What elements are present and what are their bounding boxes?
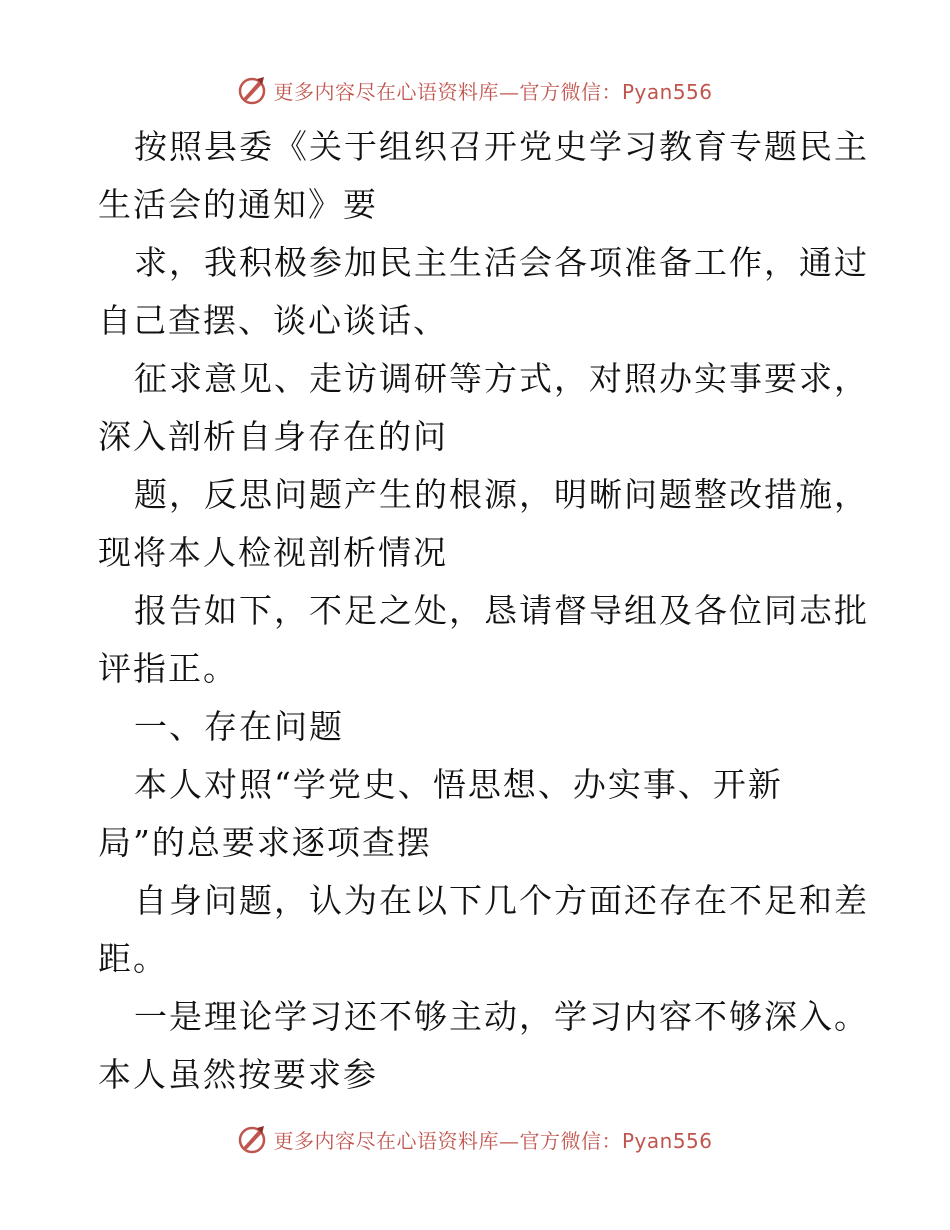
text-line: 评指正。	[98, 649, 238, 688]
document-body	[98, 118, 869, 1104]
text-line: 自己查摆、谈心谈话、	[98, 301, 448, 340]
text-line: 本人虽然按要求参	[98, 1055, 378, 1094]
text-line: 本人对照“学党史、悟思想、办实事、开新	[134, 765, 783, 804]
text-line: 求，我积极参加民主生活会各项准备工作，通过	[134, 243, 869, 282]
text-line: 局”的总要求逐项查摆	[98, 823, 432, 862]
watermark-text: 更多内容尽在心语资料库—官方微信：Pyan556	[273, 79, 713, 104]
text-line: 自身问题，认为在以下几个方面还存在不足和差	[134, 881, 869, 920]
text-line: 一是理论学习还不够主动，学习内容不够深入。	[134, 997, 869, 1036]
text-line: 报告如下，不足之处，恳请督导组及各位同志批	[134, 591, 869, 630]
footer-watermark	[0, 1122, 950, 1156]
section-heading: 一、存在问题	[134, 707, 344, 746]
watermark-text: 更多内容尽在心语资料库—官方微信：Pyan556	[273, 1128, 713, 1153]
text-line: 题，反思问题产生的根源，明晰问题整改措施，	[134, 475, 869, 514]
header-watermark	[0, 73, 950, 107]
quill-logo-icon	[237, 75, 267, 105]
text-line: 征求意见、走访调研等方式，对照办实事要求，	[134, 359, 869, 398]
text-line: 距。	[98, 939, 168, 978]
text-line: 按照县委《关于组织召开党史学习教育专题民主	[134, 127, 869, 166]
text-line: 生活会的通知》要	[98, 185, 378, 224]
text-line: 深入剖析自身存在的问	[98, 417, 448, 456]
quill-logo-icon	[237, 1124, 267, 1154]
text-line: 现将本人检视剖析情况	[98, 533, 448, 572]
